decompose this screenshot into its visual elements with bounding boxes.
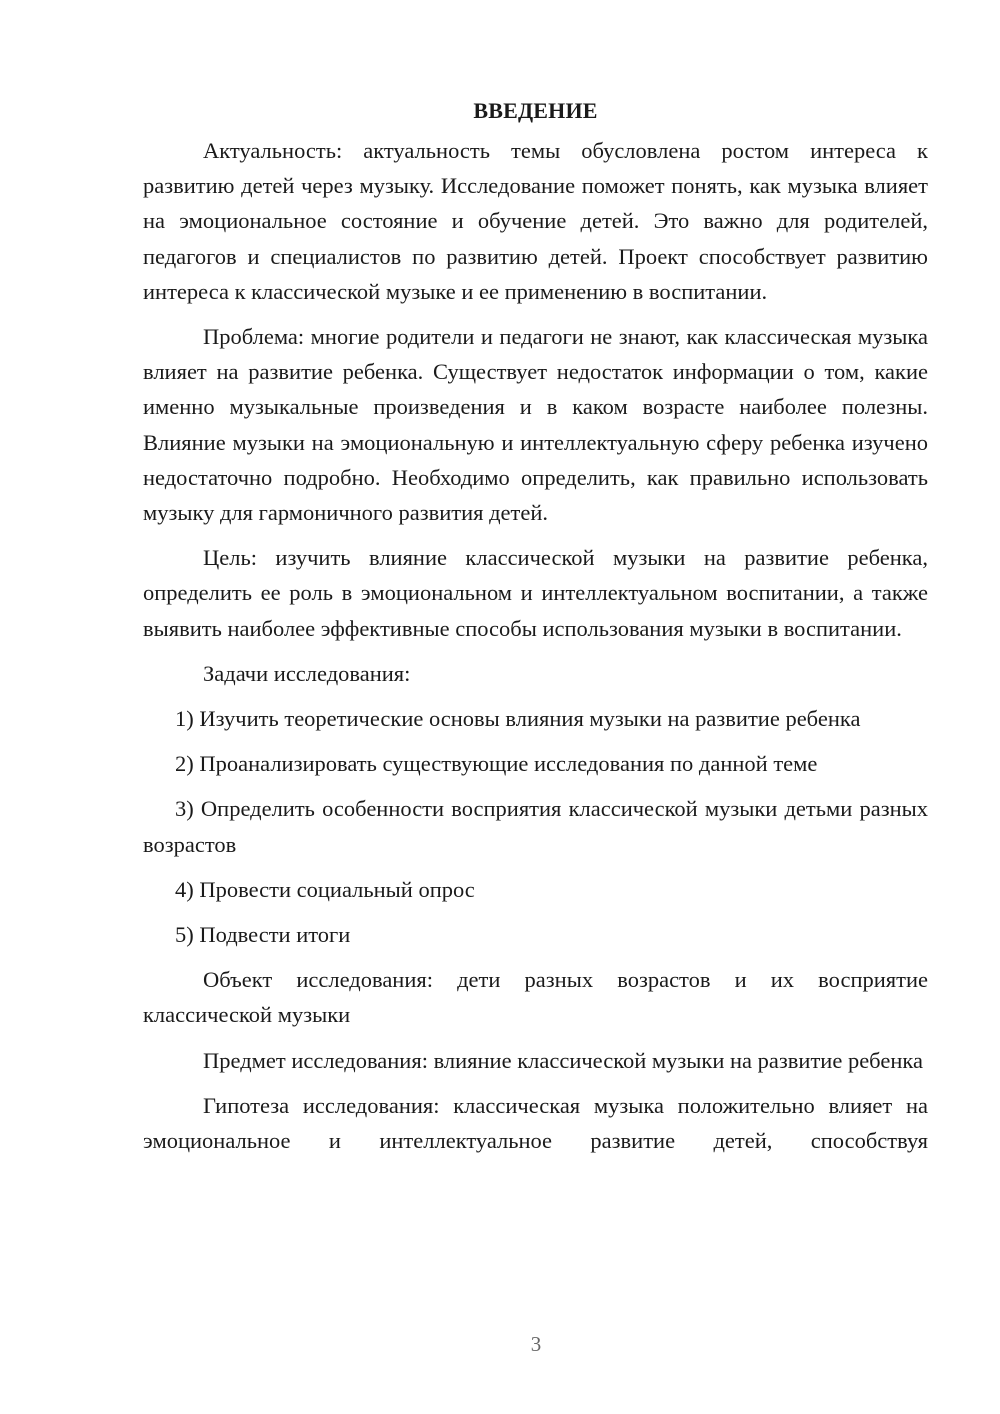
section-title: ВВЕДЕНИЕ (473, 98, 598, 123)
task-item-2: 2) Проанализировать существующие исследования по данной теме (175, 751, 818, 777)
hypothesis-paragraph: Гипотеза исследования: классическая музыка положительно влияет на эмоциональное и интеллектуальное развитие детей, способствуя (143, 1092, 928, 1154)
tasks-heading: Задачи исследования: (203, 660, 411, 686)
goal-paragraph: Цель: изучить влияние классической музыки на развитие ребенка, определить ее роль в эмоциональном и интеллектуальном воспитании, а также выявить наиболее эффективные способы использования музыки в воспитании. (143, 545, 928, 641)
problem-paragraph: Проблема: многие родители и педагоги не знают, как классическая музыка влияет на развитие ребенка. Существует недостаток информации о том, какие именно музыкальные произведения и в каком возрасте наиболее полезны. Влияние музыки на эмоциональную и интеллектуальную сферу ребенка изучено недостаточно подробно. Необходимо определить, как правильно использовать музыку для гармоничного развития детей. (143, 324, 928, 526)
task-item-1: 1) Изучить теоретические основы влияния музыки на развитие ребенка (175, 706, 861, 732)
subject-paragraph: Предмет исследования: влияние классической музыки на развитие ребенка (203, 1047, 923, 1073)
object-paragraph: Объект исследования: дети разных возрастов и их восприятие классической музыки (143, 967, 928, 1028)
task-item-5: 5) Подвести итоги (175, 922, 351, 948)
relevance-paragraph: Актуальность: актуальность темы обусловлена ростом интереса к развитию детей через музыку. Исследование поможет понять, как музыка влияет на эмоциональное состояние и обучение детей. Это важно для родителей, педагогов и специалистов по развитию детей. Проект способствует развитию интереса к классической музыке и ее применению в воспитании. (143, 138, 928, 304)
task-item-3: 3) Определить особенности восприятия классической музыки детьми разных возрастов (143, 796, 928, 857)
page-number: 3 (530, 1332, 542, 1356)
document-body (143, 93, 928, 1158)
task-item-4: 4) Провести социальный опрос (175, 876, 475, 902)
